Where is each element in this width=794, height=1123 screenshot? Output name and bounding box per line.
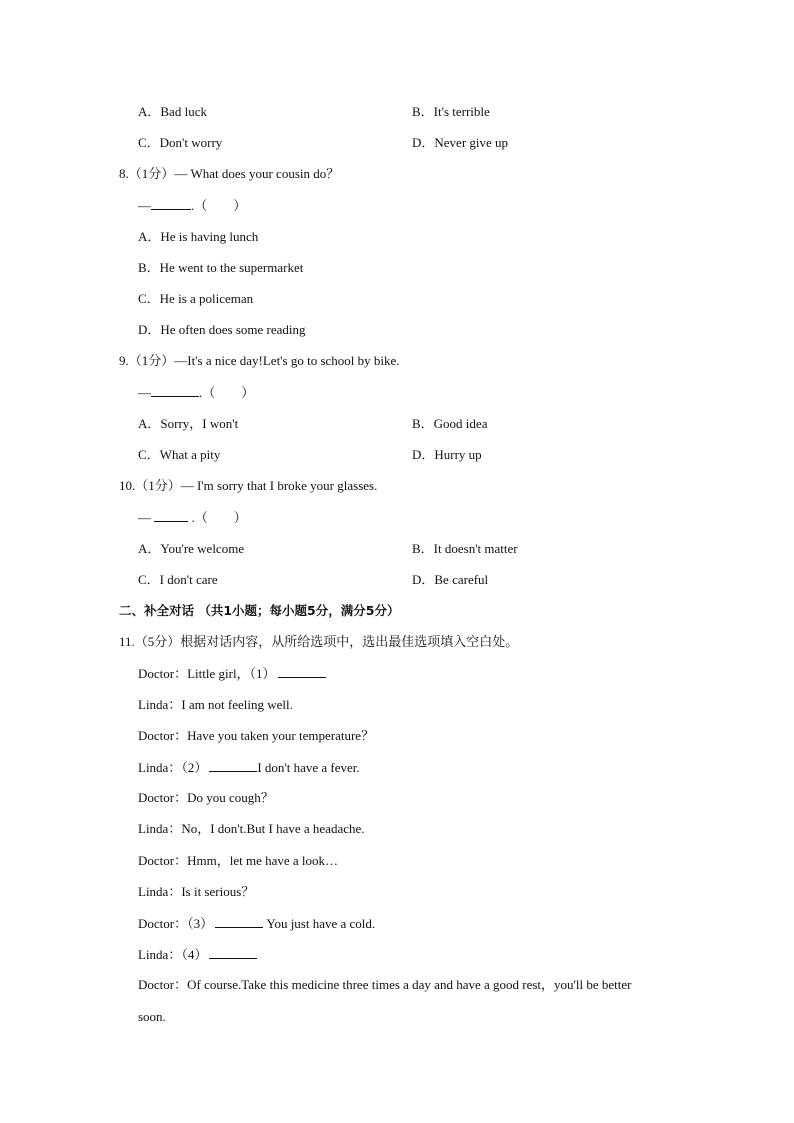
- q10-answer-line: [138, 509, 247, 526]
- q9-answer-line: [138, 384, 254, 401]
- q9-answer-suffix: .（ ）: [199, 385, 255, 400]
- dialogue-text-after: You just have a cold.: [263, 916, 376, 931]
- dialogue-text: Linda：（4）: [138, 947, 208, 962]
- dialogue-line-3: Doctor：Have you taken your temperature？: [138, 728, 375, 743]
- dialogue-line-12: soon.: [138, 1009, 166, 1024]
- q10-answer-prefix: —: [138, 510, 151, 525]
- dialogue-line-7: Doctor：Hmm，let me have a look…: [138, 853, 339, 868]
- dialogue-blank-3: [215, 915, 263, 928]
- q10-option-b: B．It doesn't matter: [412, 541, 518, 556]
- section-2-title: 二、补全对话 （共1小题；每小题5分，满分5分）: [119, 603, 400, 618]
- q9-option-b: B．Good idea: [412, 416, 488, 431]
- dialogue-text: Linda：（2）: [138, 760, 208, 775]
- q7-option-d: D．Never give up: [412, 135, 509, 150]
- dialogue-text-after: I don't have a fever.: [257, 760, 360, 775]
- q8-answer-prefix: —: [138, 198, 151, 213]
- dialogue-line-6: Linda：No，I don't.But I have a headache.: [138, 821, 365, 836]
- dialogue-line-8: Linda：Is it serious？: [138, 884, 255, 899]
- dialogue-line-4: [138, 759, 360, 776]
- dialogue-line-9: [138, 915, 375, 932]
- q9-option-c: C．What a pity: [138, 447, 221, 462]
- q8-option-a: A．He is having lunch: [138, 229, 259, 244]
- q10-stem: 10.（1分）— I'm sorry that I broke your glasses.: [119, 478, 378, 493]
- dialogue-blank-2: [209, 759, 257, 772]
- q11-stem: 11.（5分）根据对话内容，从所给选项中，选出最佳选项填入空白处。: [119, 634, 519, 649]
- q9-answer-blank: [151, 384, 199, 397]
- q9-option-d: D．Hurry up: [412, 447, 482, 462]
- q10-option-d: D．Be careful: [412, 572, 489, 587]
- q9-option-a: A．Sorry，I won't: [138, 416, 239, 431]
- q7-option-c: C．Don't worry: [138, 135, 223, 150]
- dialogue-text: Doctor：（3）: [138, 916, 214, 931]
- q8-answer-suffix: .（ ）: [191, 198, 247, 213]
- q10-answer-blank: [154, 509, 188, 522]
- q8-answer-line: [138, 197, 246, 214]
- q9-stem: 9.（1分）—It's a nice day!Let's go to school by bike.: [119, 353, 400, 368]
- dialogue-text: Doctor：Little girl，（1）: [138, 666, 276, 681]
- q7-option-b: B．It's terrible: [412, 104, 490, 119]
- dialogue-line-1: [138, 665, 326, 682]
- dialogue-line-2: Linda：I am not feeling well.: [138, 697, 293, 712]
- q7-option-a: A．Bad luck: [138, 104, 207, 119]
- dialogue-blank-1: [278, 665, 326, 678]
- q8-option-c: C．He is a policeman: [138, 291, 254, 306]
- dialogue-line-11: Doctor：Of course.Take this medicine three times a day and have a good rest，you'll be better: [138, 977, 632, 992]
- q8-option-d: D．He often does some reading: [138, 322, 306, 337]
- q8-option-b: B．He went to the supermarket: [138, 260, 304, 275]
- q9-answer-prefix: —: [138, 385, 151, 400]
- q10-option-a: A．You're welcome: [138, 541, 245, 556]
- dialogue-line-5: Doctor：Do you cough？: [138, 790, 274, 805]
- q10-answer-suffix: .（ ）: [191, 510, 247, 525]
- dialogue-line-10: [138, 946, 257, 963]
- q10-option-c: C．I don't care: [138, 572, 218, 587]
- q8-answer-blank: [151, 197, 191, 210]
- q8-stem: 8.（1分）— What does your cousin do？: [119, 166, 340, 181]
- dialogue-blank-4: [209, 946, 257, 959]
